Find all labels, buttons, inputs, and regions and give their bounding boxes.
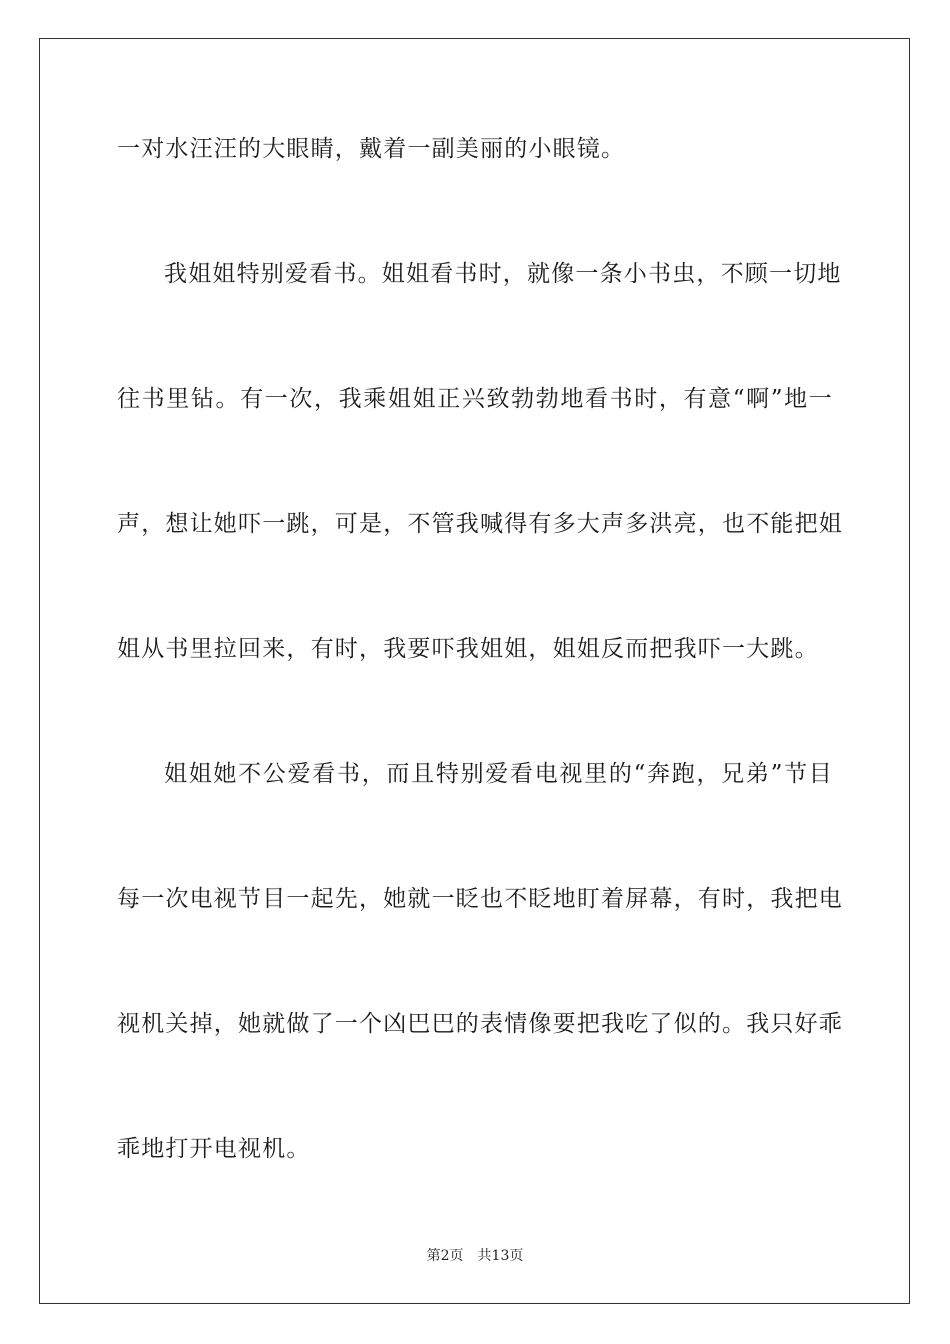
text-line-9: 乖地打开电视机。 xyxy=(117,1136,311,1162)
text-line-5: 姐从书里拉回来，有时，我要吓我姐姐，姐姐反而把我吓一大跳。 xyxy=(117,636,819,662)
page-footer xyxy=(0,1247,950,1265)
page-total: 共13页 xyxy=(477,1248,524,1264)
page-number: 第2页 xyxy=(426,1248,464,1264)
text-line-8: 视机关掉，她就做了一个凶巴巴的表情像要把我吃了似的。我只好乖 xyxy=(117,1011,843,1037)
text-line-7: 每一次电视节目一起先，她就一眨也不眨地盯着屏幕，有时，我把电 xyxy=(117,886,843,912)
text-line-3: 往书里钻。有一次，我乘姐姐正兴致勃勃地看书时，有意“啊”地一 xyxy=(117,386,833,412)
page-border xyxy=(39,38,910,1304)
text-line-6: 姐姐她不公爱看书，而且特别爱看电视里的“奔跑，兄弟”节目 xyxy=(164,761,833,787)
text-line-1: 一对水汪汪的大眼睛，戴着一副美丽的小眼镜。 xyxy=(117,136,626,162)
text-line-4: 声，想让她吓一跳，可是，不管我喊得有多大声多洪亮，也不能把姐 xyxy=(117,511,843,537)
text-line-2: 我姐姐特别爱看书。姐姐看书时，就像一条小书虫，不顾一切地 xyxy=(164,261,842,287)
